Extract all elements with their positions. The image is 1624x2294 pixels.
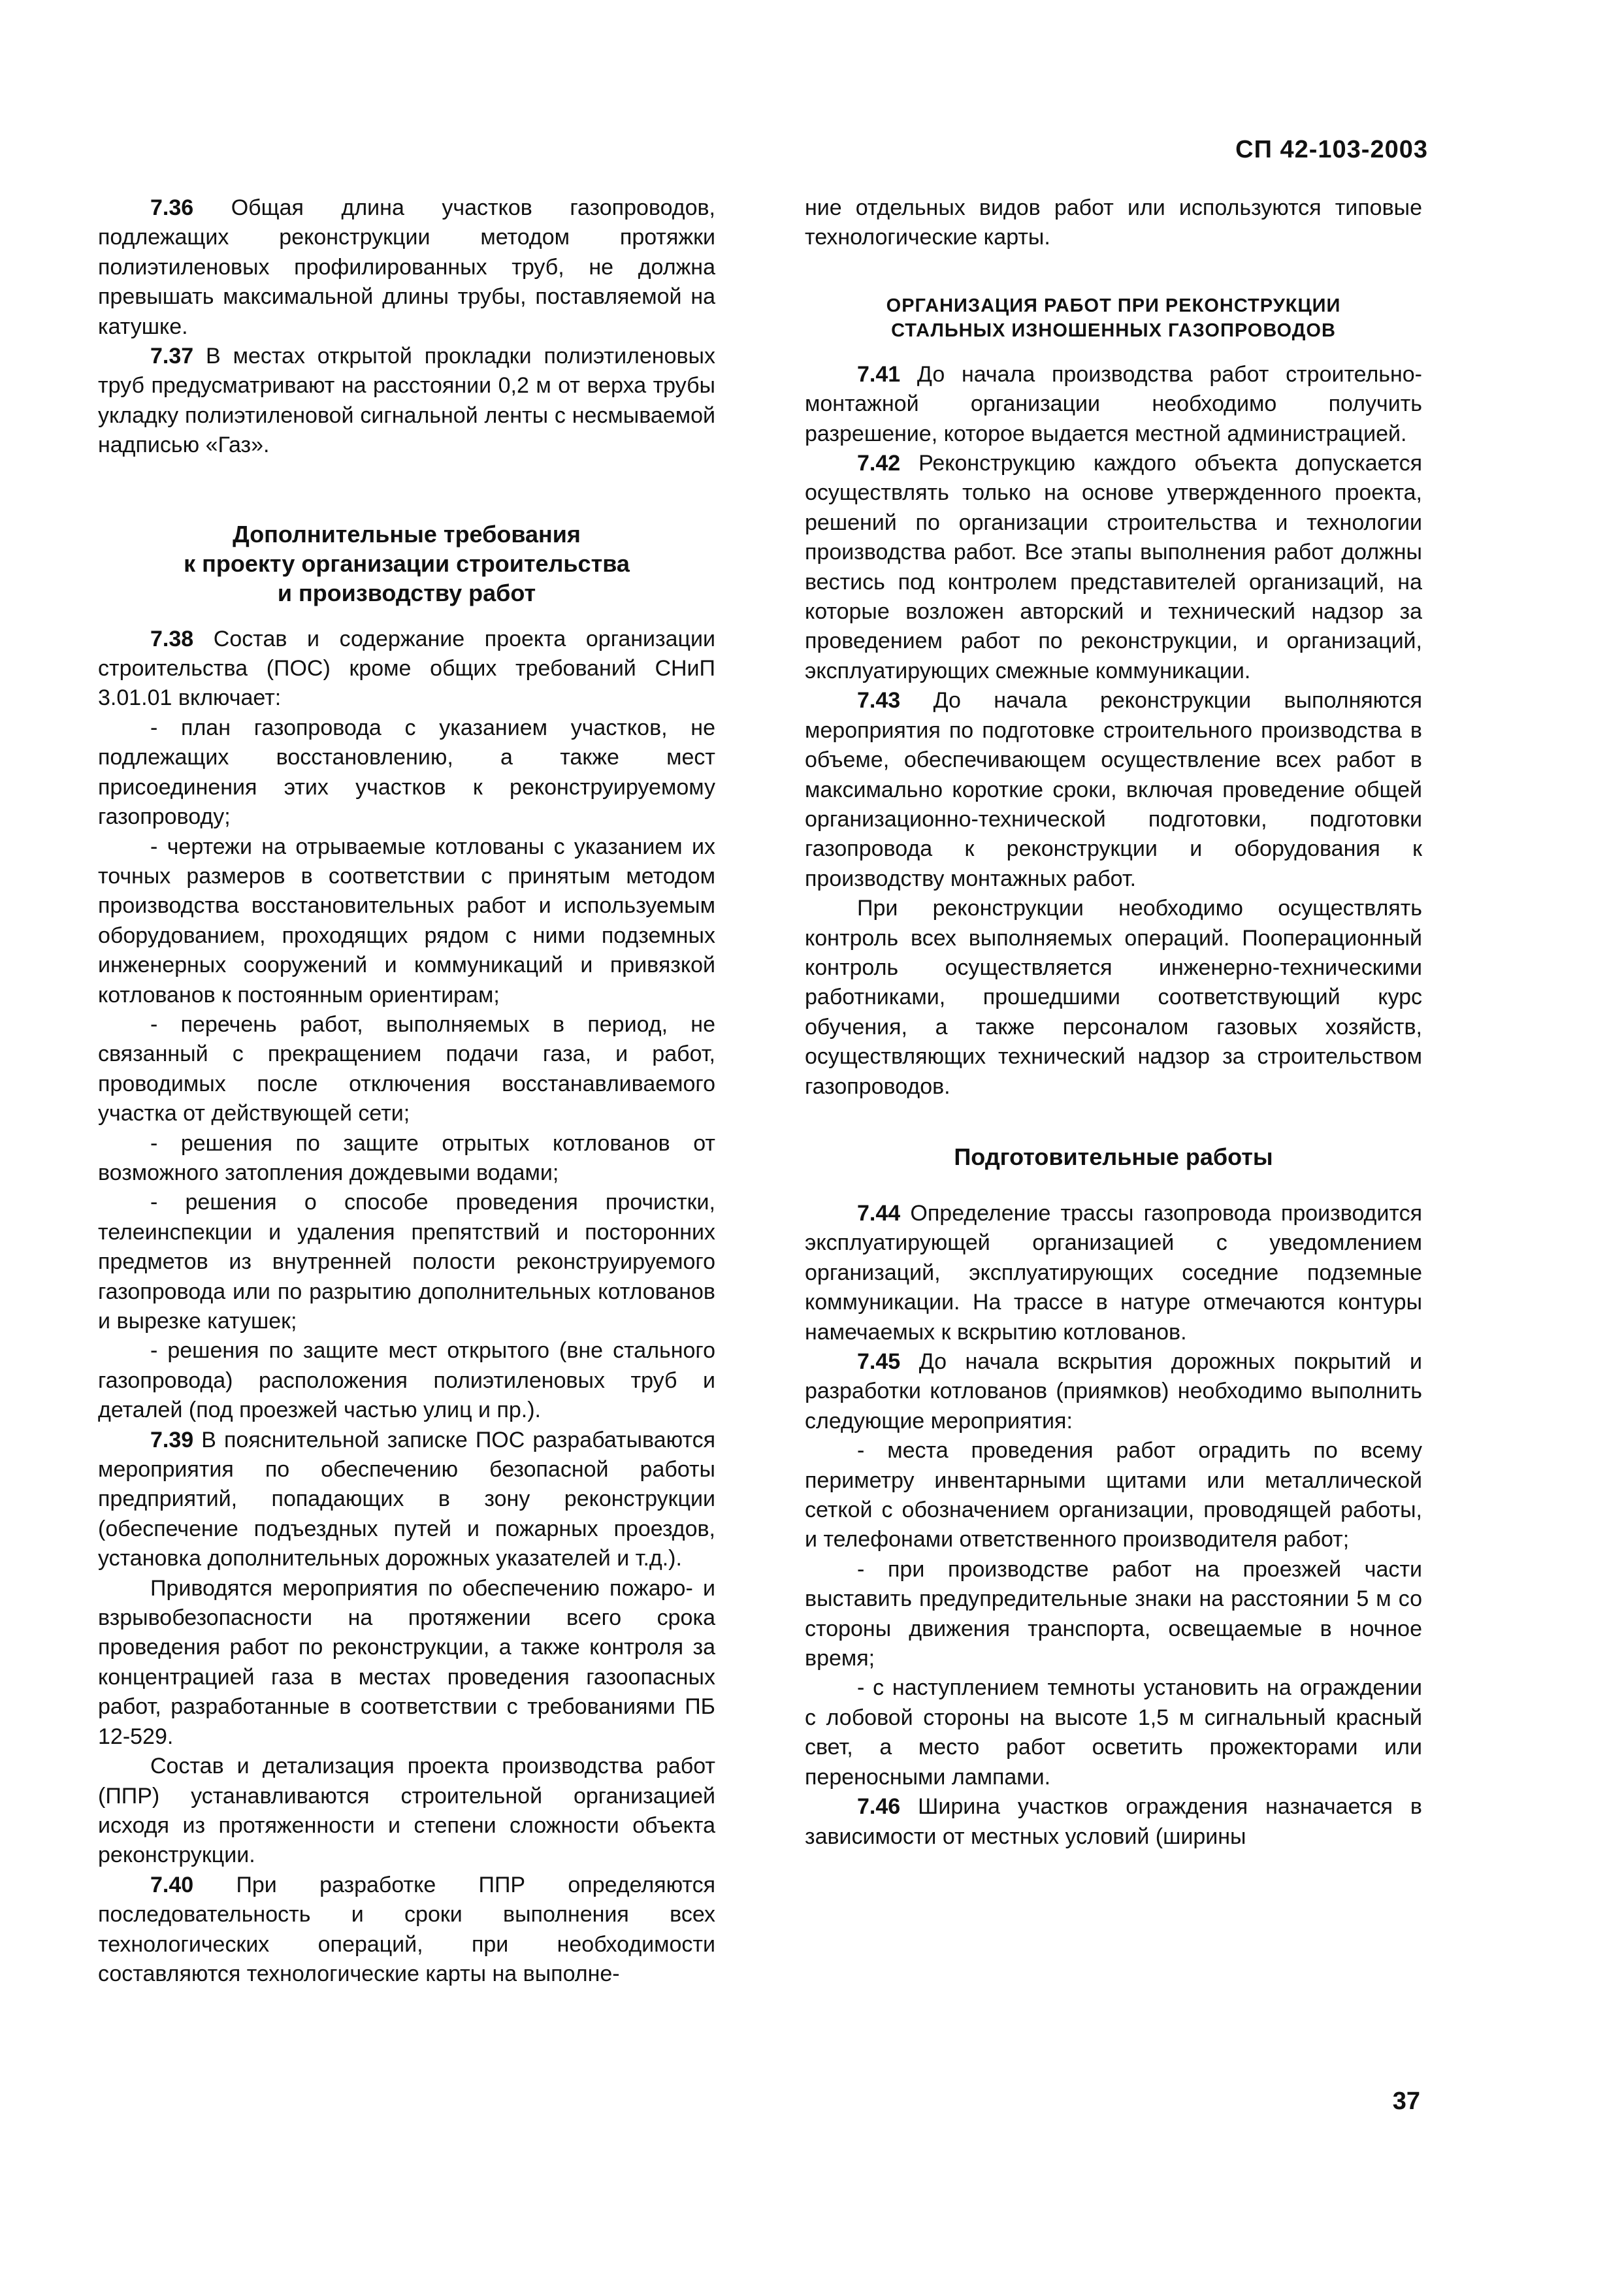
clause-7-43 xyxy=(805,686,1422,894)
list-item: - места проведения работ оградить по всему периметру инвентарными щитами или металлической сеткой с обозначением организации, проводящей работы, и телефонами ответственного производителя работ; xyxy=(805,1438,1422,1552)
clause-text: До начала вскрытия дорожных покрытий и разработки котлованов (приямков) необходимо выполнить следующие мероприятия: xyxy=(805,1349,1422,1434)
section-heading-additional-requirements xyxy=(98,519,715,608)
heading-line: ОРГАНИЗАЦИЯ РАБОТ ПРИ РЕКОНСТРУКЦИИ xyxy=(886,295,1341,316)
document-code: СП 42-103-2003 xyxy=(1235,136,1428,163)
list-item: - при производстве работ на проезжей части выставить предупредительные знаки на расстоянии 5 м со стороны движения транспорта, освещаемые в ночное время; xyxy=(805,1556,1422,1671)
clause-7-44 xyxy=(805,1199,1422,1347)
clause-7-37 xyxy=(98,342,715,461)
list-item: - решения по защите отрытых котлованов от возможного затопления дождевыми водами; xyxy=(98,1130,715,1185)
clause-number: 7.37 xyxy=(150,344,194,369)
clause-text: Определение трассы газопровода производится эксплуатирующей организацией с уведомлением организаций, эксплуатирующих соседние подземные коммуникации. На трассе в натуре отмечаются контуры намечаемых к вскрытию котлованов. xyxy=(805,1200,1422,1345)
section-heading-preparatory-works: Подготовительные работы xyxy=(954,1143,1273,1170)
clause-text: При разработке ППР определяются последовательность и сроки выполнения всех технологических операций, при необходимости составляются технологические карты на выполне- xyxy=(98,1872,715,1986)
clause-text: Реконструкцию каждого объекта допускается осуществлять только на основе утвержденного проекта, решений по организации строительства и технологии производства работ. Все этапы выполнения работ должны вестись под контролем представителей организаций, на которые возложен авторский и технический надзор за проведением работ по реконструкции, и организаций, эксплуатирующих смежные коммуникации. xyxy=(805,451,1422,683)
paragraph: При реконструкции необходимо осуществлять контроль всех выполняемых операций. Пооперационный контроль осуществляется инженерно-техническими работниками, прошедшими соответствующий курс обучения, а также персоналом газовых хозяйств, осуществляющих технический надзор за строительством газопроводов. xyxy=(805,896,1422,1099)
clause-number: 7.39 xyxy=(150,1427,194,1452)
paragraph: Приводятся мероприятия по обеспечению пожаро- и взрывобезопасности на протяжении всего срока проведения работ по реконструкции, а также контроля за концентрацией газа в местах проведения газоопасных работ, разработанные в соответствии с требованиями ПБ 12-529. xyxy=(98,1575,715,1749)
clause-7-42 xyxy=(805,449,1422,686)
clause-number: 7.42 xyxy=(857,451,901,476)
clause-text: Состав и содержание проекта организации строительства (ПОС) кроме общих требований СНиП 3.01.01 включает: xyxy=(98,626,715,711)
heading-line: СТАЛЬНЫХ ИЗНОШЕННЫХ ГАЗОПРОВОДОВ xyxy=(891,320,1336,341)
clause-text: В местах открытой прокладки полиэтиленовых труб предусматривают на расстоянии 0,2 м от верха трубы укладку полиэтиленовой сигнальной ленты с несмываемой надписью «Газ». xyxy=(98,344,715,458)
clause-number: 7.46 xyxy=(857,1794,901,1820)
heading-line: Дополнительные требования xyxy=(233,520,581,548)
heading-line: к проекту организации строительства xyxy=(184,549,630,577)
list-item: - план газопровода с указанием участков, не подлежащих восстановлению, а также мест присоединения этих участков к реконструируемому газопроводу; xyxy=(98,715,715,830)
clause-7-40 xyxy=(98,1871,715,1990)
clause-text: В пояснительной записке ПОС разрабатываются мероприятия по обеспечению безопасной работы предприятий, попадающих в зону реконструкции (обеспечение подъездных путей и пожарных проездов, установка дополнительных дорожных указателей и т.д.). xyxy=(98,1427,715,1571)
clause-number: 7.36 xyxy=(150,195,194,220)
clause-text: Общая длина участков газопроводов, подлежащих реконструкции методом протяжки полиэтиленовых профилированных труб, не должна превышать максимальной длины трубы, поставляемой на катушке. xyxy=(98,195,715,339)
list-item: - с наступлением темноты установить на ограждении с лобовой стороны на высоте 1,5 м сигнальный красный свет, а место работ осветить прожекторами или переносными лампами. xyxy=(805,1675,1422,1790)
clause-number: 7.45 xyxy=(857,1349,901,1374)
list-item: - решения о способе проведения прочистки, телеинспекции и удаления препятствий и посторонних предметов из внутренней полости реконструируемого газопровода или по разрытию дополнительных котлованов и вырезке катушек; xyxy=(98,1190,715,1334)
right-column xyxy=(805,193,1422,1852)
section-heading-organization xyxy=(805,293,1422,343)
clause-7-46 xyxy=(805,1792,1422,1852)
paragraph-continuation: ние отдельных видов работ или используются типовые технологические карты. xyxy=(805,195,1422,250)
clause-text: Ширина участков ограждения назначается в зависимости от местных условий (ширины xyxy=(805,1794,1422,1849)
clause-number: 7.44 xyxy=(857,1200,901,1226)
clause-number: 7.40 xyxy=(150,1872,194,1897)
list-item: - решения по защите мест открытого (вне стального газопровода) расположения полиэтиленовых труб и деталей (под проезжей частью улиц и пр.). xyxy=(98,1338,715,1423)
clause-7-41 xyxy=(805,360,1422,449)
clause-text: До начала производства работ строительно-монтажной организации необходимо получить разрешение, которое выдается местной администрацией. xyxy=(805,361,1422,446)
clause-7-45 xyxy=(805,1347,1422,1436)
paragraph: Состав и детализация проекта производства работ (ППР) устанавливаются строительной организацией исходя из протяженности и степени сложности объекта реконструкции. xyxy=(98,1754,715,1868)
page-number: 37 xyxy=(1392,2088,1420,2115)
list-item: - перечень работ, выполняемых в период, не связанный с прекращением подачи газа, и работ, проводимых после отключения восстанавливаемого участка от действующей сети; xyxy=(98,1011,715,1126)
clause-7-36 xyxy=(98,193,715,342)
clause-7-39 xyxy=(98,1426,715,1574)
clause-number: 7.41 xyxy=(857,361,901,387)
clause-number: 7.38 xyxy=(150,626,194,651)
clause-7-38 xyxy=(98,625,715,713)
list-item: - чертежи на отрываемые котлованы с указанием их точных размеров в соответствии с принятым методом производства восстановительных работ и используемым оборудованием, проходящих рядом с ними подземных инженерных сооружений и коммуникаций и привязкой котлованов к постоянным ориентирам; xyxy=(98,834,715,1008)
clause-text: До начала реконструкции выполняются мероприятия по подготовке строительного производства в объеме, обеспечивающем осуществление всех работ в максимально короткие сроки, включая проведение общей организационно-технической подготовки, подготовки газопровода к реконструкции и оборудования к производству монтажных работ. xyxy=(805,688,1422,891)
clause-number: 7.43 xyxy=(857,688,901,713)
heading-line: и производству работ xyxy=(277,579,536,606)
left-column xyxy=(98,193,715,1989)
